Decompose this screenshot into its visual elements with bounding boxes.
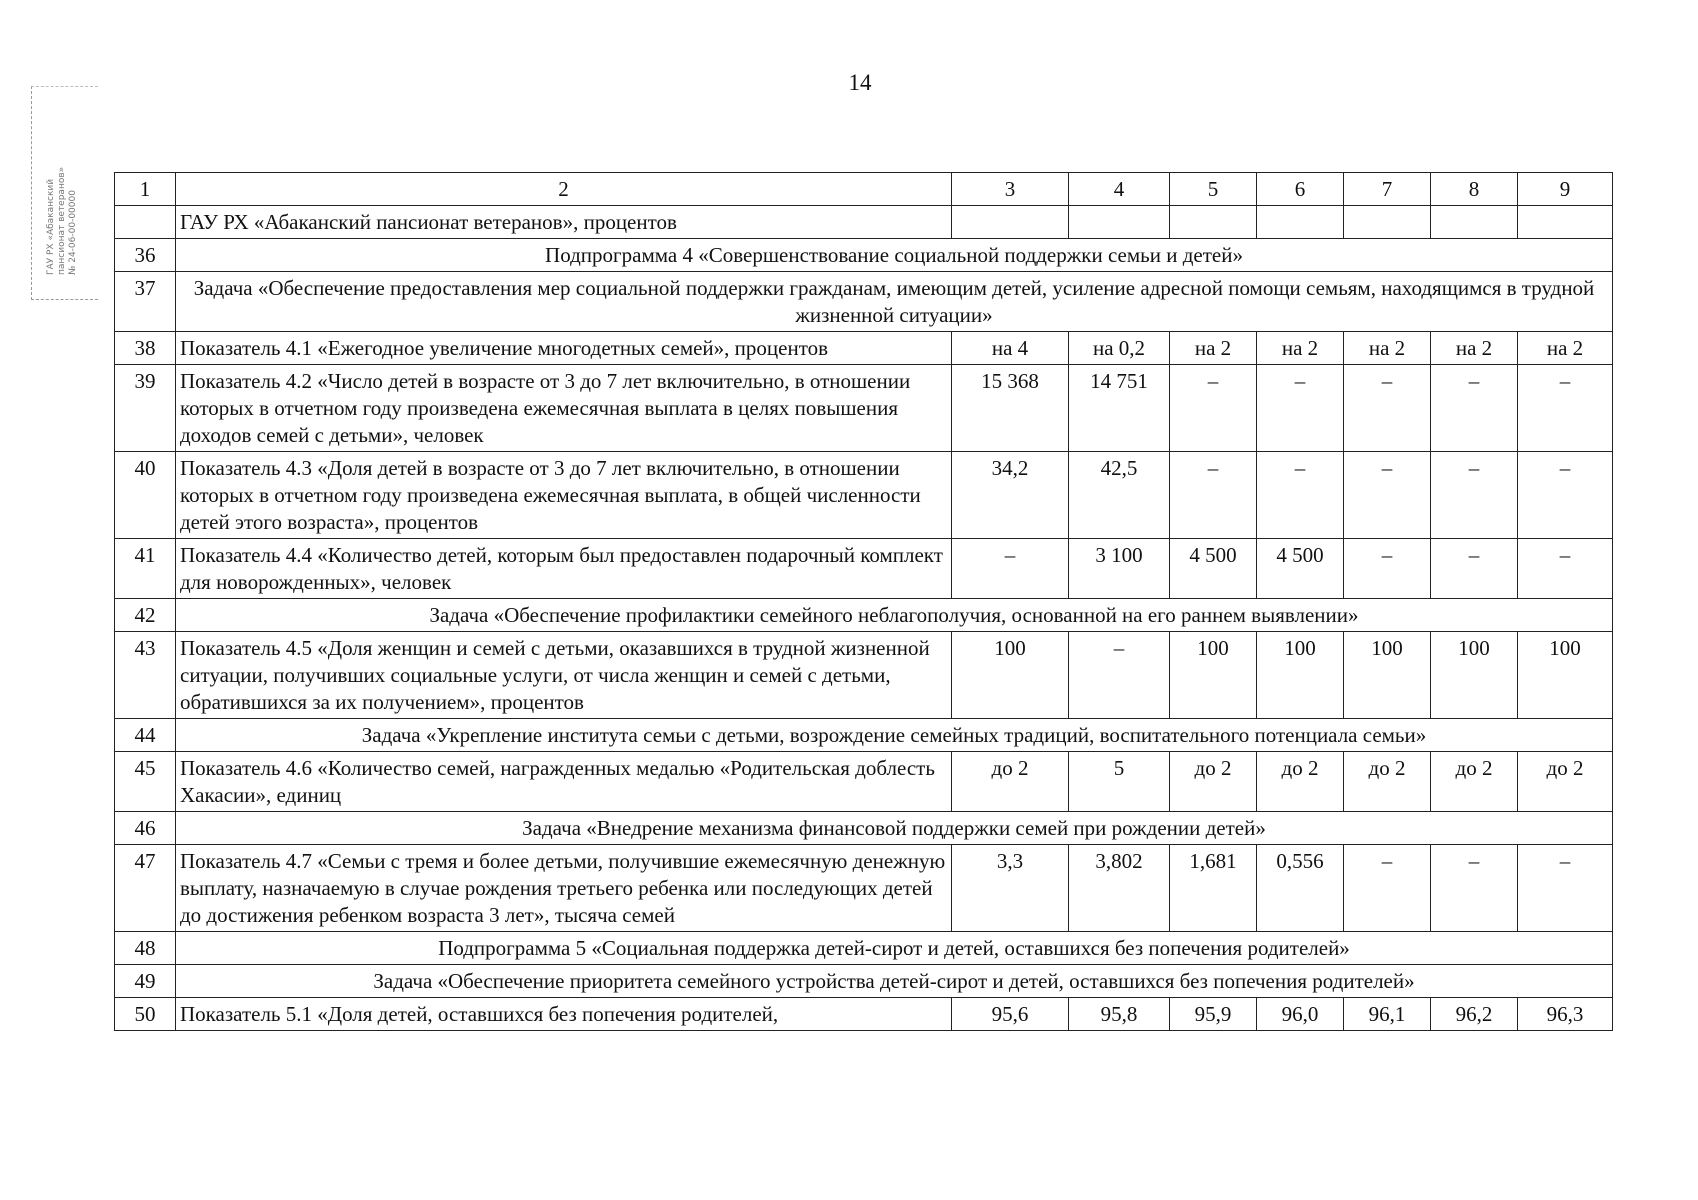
stamp-line: № 24-06-00-00000 — [68, 190, 78, 275]
value-cell: – — [1344, 845, 1431, 932]
value-cell: до 2 — [1518, 752, 1613, 812]
stamp-line: ГАУ РХ «Абаканский — [46, 178, 56, 275]
value-cell: 4 500 — [1170, 539, 1257, 599]
value-cell: 3,802 — [1069, 845, 1170, 932]
value-cell: до 2 — [1431, 752, 1518, 812]
table-row — [115, 206, 1613, 239]
value-cell: 95,8 — [1069, 998, 1170, 1031]
indicator-name-cell: ГАУ РХ «Абаканский пансионат ветеранов», процентов — [176, 206, 952, 239]
value-cell: 0,556 — [1257, 845, 1344, 932]
row-number-cell: 41 — [115, 539, 176, 599]
value-cell: – — [1518, 365, 1613, 452]
row-number-cell: 49 — [115, 965, 176, 998]
value-cell: – — [1170, 365, 1257, 452]
row-number-cell: 45 — [115, 752, 176, 812]
value-cell: на 4 — [952, 332, 1069, 365]
value-cell: – — [1170, 452, 1257, 539]
value-cell: 42,5 — [1069, 452, 1170, 539]
section-title-cell: Задача «Обеспечение предоставления мер социальной поддержки гражданам, имеющим детей, усиление адресной помощи семьям, находящимся в трудной жизненной ситуации» — [176, 272, 1613, 332]
value-cell: 1,681 — [1170, 845, 1257, 932]
value-cell: 100 — [1518, 632, 1613, 719]
value-cell: – — [1518, 539, 1613, 599]
value-cell: – — [1257, 365, 1344, 452]
value-cell: на 2 — [1431, 332, 1518, 365]
table-row — [115, 365, 1613, 452]
value-cell: 100 — [1257, 632, 1344, 719]
value-cell: – — [1431, 452, 1518, 539]
value-cell: – — [952, 539, 1069, 599]
table-section-row — [115, 812, 1613, 845]
value-cell: до 2 — [1170, 752, 1257, 812]
header-cell: 7 — [1344, 173, 1431, 206]
section-title-cell: Задача «Внедрение механизма финансовой поддержки семей при рождении детей» — [176, 812, 1613, 845]
value-cell — [1518, 206, 1613, 239]
value-cell: 96,3 — [1518, 998, 1613, 1031]
table-header-row — [115, 173, 1613, 206]
value-cell: 34,2 — [952, 452, 1069, 539]
section-title-cell: Подпрограмма 4 «Совершенствование социальной поддержки семьи и детей» — [176, 239, 1613, 272]
table-row — [115, 752, 1613, 812]
header-cell: 4 — [1069, 173, 1170, 206]
value-cell: 4 500 — [1257, 539, 1344, 599]
value-cell: 14 751 — [1069, 365, 1170, 452]
value-cell: до 2 — [1257, 752, 1344, 812]
header-cell: 3 — [952, 173, 1069, 206]
table-section-row — [115, 719, 1613, 752]
indicator-name-cell: Показатель 4.3 «Доля детей в возрасте от 3 до 7 лет включительно, в отношении которых в отчетном году произведена ежемесячная выплата, в общей численности детей этого возраста», процентов — [176, 452, 952, 539]
row-number-cell: 48 — [115, 932, 176, 965]
table-row — [115, 452, 1613, 539]
indicator-name-cell: Показатель 4.1 «Ежегодное увеличение многодетных семей», процентов — [176, 332, 952, 365]
row-number-cell: 43 — [115, 632, 176, 719]
value-cell: 3,3 — [952, 845, 1069, 932]
value-cell: 96,1 — [1344, 998, 1431, 1031]
row-number-cell: 40 — [115, 452, 176, 539]
value-cell — [1069, 206, 1170, 239]
stamp-line: пансионат ветеранов» — [57, 166, 67, 275]
value-cell: до 2 — [952, 752, 1069, 812]
indicator-name-cell: Показатель 4.5 «Доля женщин и семей с детьми, оказавшихся в трудной жизненной ситуации, получивших социальные услуги, от числа женщин и семей с детьми, обратившихся за их получением», процентов — [176, 632, 952, 719]
header-cell: 1 — [115, 173, 176, 206]
header-cell: 2 — [176, 173, 952, 206]
value-cell: – — [1069, 632, 1170, 719]
row-number-cell: 38 — [115, 332, 176, 365]
value-cell: – — [1518, 845, 1613, 932]
header-cell: 6 — [1257, 173, 1344, 206]
indicator-name-cell: Показатель 4.7 «Семьи с тремя и более детьми, получившие ежемесячную денежную выплату, назначаемую в случае рождения третьего ребенка или последующих детей до достижения ребенком возраста 3 лет», тысяча семей — [176, 845, 952, 932]
value-cell: 96,2 — [1431, 998, 1518, 1031]
value-cell: – — [1518, 452, 1613, 539]
value-cell: до 2 — [1344, 752, 1431, 812]
table-section-row — [115, 239, 1613, 272]
table-row — [115, 332, 1613, 365]
row-number-cell: 37 — [115, 272, 176, 332]
row-number-cell: 44 — [115, 719, 176, 752]
value-cell: 100 — [952, 632, 1069, 719]
value-cell — [952, 206, 1069, 239]
table-row — [115, 845, 1613, 932]
value-cell: – — [1431, 845, 1518, 932]
row-number-cell: 42 — [115, 599, 176, 632]
value-cell: на 2 — [1518, 332, 1613, 365]
value-cell: на 2 — [1257, 332, 1344, 365]
section-title-cell: Задача «Обеспечение приоритета семейного устройства детей-сирот и детей, оставшихся без попечения родителей» — [176, 965, 1613, 998]
value-cell: 100 — [1431, 632, 1518, 719]
row-number-cell: 46 — [115, 812, 176, 845]
value-cell: 100 — [1170, 632, 1257, 719]
value-cell: – — [1431, 539, 1518, 599]
value-cell: 3 100 — [1069, 539, 1170, 599]
value-cell — [1344, 206, 1431, 239]
value-cell: – — [1344, 365, 1431, 452]
indicator-name-cell: Показатель 4.6 «Количество семей, награжденных медалью «Родительская доблесть Хакасии», единиц — [176, 752, 952, 812]
value-cell: – — [1344, 452, 1431, 539]
section-title-cell: Подпрограмма 5 «Социальная поддержка детей-сирот и детей, оставшихся без попечения родителей» — [176, 932, 1613, 965]
header-cell: 8 — [1431, 173, 1518, 206]
indicator-name-cell: Показатель 4.2 «Число детей в возрасте от 3 до 7 лет включительно, в отношении которых в отчетном году произведена ежемесячная выплата в целях повышения доходов семей с детьми», человек — [176, 365, 952, 452]
table-row — [115, 632, 1613, 719]
indicator-name-cell: Показатель 5.1 «Доля детей, оставшихся без попечения родителей, — [176, 998, 952, 1031]
value-cell: 100 — [1344, 632, 1431, 719]
row-number-cell: 36 — [115, 239, 176, 272]
row-number-cell — [115, 206, 176, 239]
row-number-cell: 47 — [115, 845, 176, 932]
value-cell: 96,0 — [1257, 998, 1344, 1031]
value-cell: – — [1431, 365, 1518, 452]
value-cell: на 2 — [1344, 332, 1431, 365]
section-title-cell: Задача «Укрепление института семьи с детьми, возрождение семейных традиций, воспитательного потенциала семьи» — [176, 719, 1613, 752]
row-number-cell: 50 — [115, 998, 176, 1031]
value-cell: – — [1344, 539, 1431, 599]
table-section-row — [115, 965, 1613, 998]
header-cell: 9 — [1518, 173, 1613, 206]
table-section-row — [115, 599, 1613, 632]
value-cell: на 0,2 — [1069, 332, 1170, 365]
page-number: 14 — [848, 70, 872, 95]
value-cell: 15 368 — [952, 365, 1069, 452]
value-cell: на 2 — [1170, 332, 1257, 365]
value-cell: 5 — [1069, 752, 1170, 812]
header-cell: 5 — [1170, 173, 1257, 206]
value-cell: 95,9 — [1170, 998, 1257, 1031]
table-row — [115, 539, 1613, 599]
value-cell: 95,6 — [952, 998, 1069, 1031]
table-row — [115, 998, 1613, 1031]
table-section-row — [115, 932, 1613, 965]
row-number-cell: 39 — [115, 365, 176, 452]
section-title-cell: Задача «Обеспечение профилактики семейного неблагополучия, основанной на его раннем выявлении» — [176, 599, 1613, 632]
indicators-table — [114, 172, 1613, 1031]
value-cell — [1170, 206, 1257, 239]
indicator-name-cell: Показатель 4.4 «Количество детей, которым был предоставлен подарочный комплект для новорожденных», человек — [176, 539, 952, 599]
value-cell — [1257, 206, 1344, 239]
registration-stamp-text — [46, 167, 79, 275]
value-cell — [1431, 206, 1518, 239]
value-cell: – — [1257, 452, 1344, 539]
table-section-row — [115, 272, 1613, 332]
